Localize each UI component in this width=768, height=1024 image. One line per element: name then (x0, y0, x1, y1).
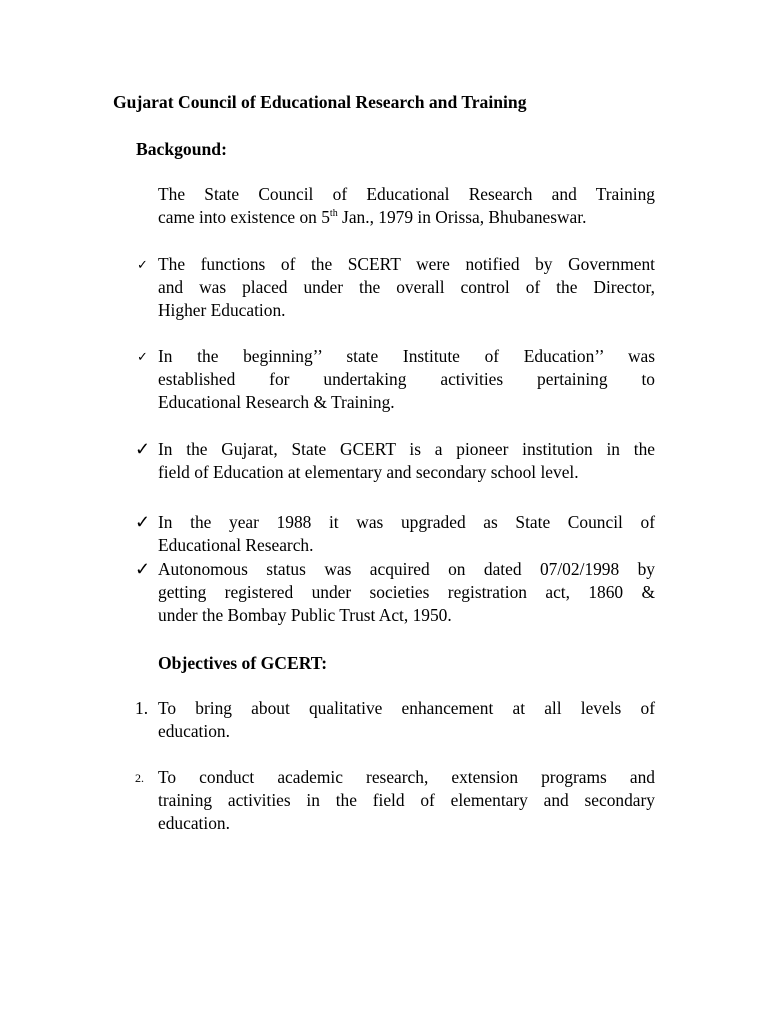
bullet-line: In the year 1988 it was upgraded as State Council of (158, 512, 655, 532)
check-icon: ✓ (135, 439, 151, 459)
objectives-heading: Objectives of GCERT: (158, 653, 328, 673)
bullet-paragraph (158, 558, 655, 627)
bullet-line: under the Bombay Public Trust Act, 1950. (158, 605, 452, 625)
objective-line: education. (158, 721, 230, 741)
bullet-paragraph (158, 345, 655, 414)
bullet-line: In the beginning’’ state Institute of Education’’ was (158, 346, 655, 366)
intro-line-2-start: came into existence on 5 (158, 207, 330, 227)
bullet-line: and was placed under the overall control of the Director, (158, 277, 655, 297)
list-number: 2. (135, 771, 144, 785)
objective-paragraph (158, 697, 655, 743)
bullet-paragraph (158, 253, 655, 322)
bullet-line: Educational Research. (158, 535, 314, 555)
intro-line-2 (158, 206, 655, 229)
bullet-line: Higher Education. (158, 300, 286, 320)
intro-paragraph (158, 183, 655, 229)
bullet-line: Autonomous status was acquired on dated 07/02/1998 by (158, 559, 655, 579)
document-title: Gujarat Council of Educational Research and Training (113, 92, 527, 112)
list-number: 1. (135, 698, 149, 718)
objective-line: To bring about qualitative enhancement at all levels of (158, 698, 655, 718)
check-icon: ✓ (137, 257, 148, 272)
bullet-line: In the Gujarat, State GCERT is a pioneer institution in the (158, 439, 655, 459)
bullet-paragraph (158, 438, 655, 484)
bullet-line: field of Education at elementary and secondary school level. (158, 462, 579, 482)
intro-line-2-end: Jan., 1979 in Orissa, Bhubaneswar. (337, 207, 587, 227)
check-icon: ✓ (135, 512, 151, 532)
background-heading: Backgound: (136, 139, 227, 159)
bullet-line: Educational Research & Training. (158, 392, 395, 412)
objective-line: To conduct academic research, extension programs and (158, 767, 655, 787)
ordinal-suffix: th (329, 208, 338, 220)
objective-paragraph (158, 766, 655, 835)
check-icon: ✓ (137, 349, 148, 364)
bullet-line: The functions of the SCERT were notified by Government (158, 254, 655, 274)
bullet-line: getting registered under societies registration act, 1860 & (158, 582, 655, 602)
objective-line: training activities in the field of elementary and secondary (158, 790, 655, 810)
check-icon: ✓ (135, 559, 151, 579)
bullet-line: established for undertaking activities pertaining to (158, 369, 655, 389)
bullet-paragraph (158, 511, 655, 557)
intro-line-1: The State Council of Educational Research and Training (158, 184, 655, 204)
objective-line: education. (158, 813, 230, 833)
